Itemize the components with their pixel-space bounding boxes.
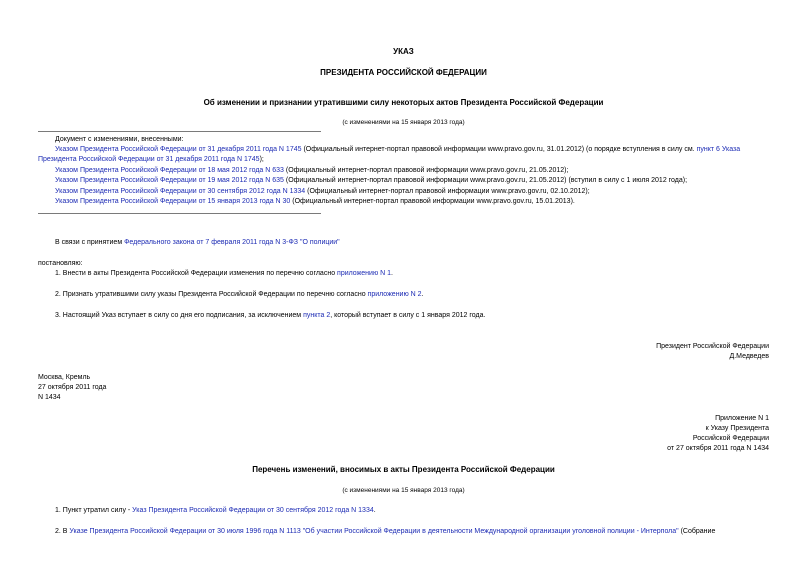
change-link-1[interactable]: Указом Президента Российской Федерации от 31 декабря 2011 года N 1745 — [55, 146, 302, 153]
change-entry-1 — [55, 145, 740, 156]
change-link-5[interactable]: Указом Президента Российской Федерации от 15 января 2013 года N 30 — [55, 198, 291, 205]
appendix-revision-note: (с изменениями на 15 января 2013 года) — [342, 487, 465, 494]
document-title: Об изменении и признании утратившими силу некоторых актов Президента Российской Федерации — [203, 98, 604, 107]
appendix-item-2-end: (Собрание — [678, 528, 716, 535]
signature-name: Д.Медведев — [729, 353, 769, 360]
change-link-1c[interactable]: Президента Российской Федерации от 31 декабря 2011 года N 1745 — [38, 156, 260, 163]
appendix-item-1-link[interactable]: Указ Президента Российской Федерации от 30 сентября 2012 года N 1334 — [132, 507, 374, 514]
clause-2-link[interactable]: пункта 2 — [303, 312, 331, 319]
date: 27 октября 2011 года — [38, 384, 107, 391]
appendix-ref-1: к Указу Президента — [705, 425, 769, 432]
preamble-text: В связи с принятием — [55, 239, 125, 246]
item-3-end: , который вступает в силу с 1 января 2012 года. — [330, 312, 486, 319]
change-link-2[interactable]: Указом Президента Российской Федерации от 18 мая 2012 года N 633 — [55, 167, 284, 174]
bottom-divider — [38, 213, 321, 214]
change-text-4: (Официальный интернет-портал правовой информации www.pravo.gov.ru, 02.10.2012); — [305, 188, 590, 195]
item-1-end: . — [391, 270, 393, 277]
item-3-text: 3. Настоящий Указ вступает в силу со дня его подписания, за исключением — [55, 312, 304, 319]
changes-intro: Документ с изменениями, внесенными: — [55, 136, 184, 143]
preamble — [55, 238, 340, 249]
decree-number: N 1434 — [38, 394, 61, 401]
item-2 — [55, 290, 424, 301]
item-2-end: . — [421, 291, 424, 298]
change-text-1: (Официальный интернет-портал правовой информации www.pravo.gov.ru, 31.01.2012) (о порядке вступления в силу см. — [301, 146, 697, 153]
change-text-5: (Официальный интернет-портал правовой информации www.pravo.gov.ru, 15.01.2013). — [290, 198, 575, 205]
appendix-ref-2: Российской Федерации — [692, 435, 769, 442]
change-link-4[interactable]: Указом Президента Российской Федерации от 30 сентября 2012 года N 1334 — [55, 188, 306, 195]
place: Москва, Кремль — [38, 374, 91, 381]
change-entry-3 — [55, 176, 687, 187]
change-end-1: ); — [259, 156, 264, 163]
item-1-text: 1. Внести в акты Президента Российской Федерации изменения по перечню согласно — [55, 270, 338, 277]
appendix-item-1-end: . — [373, 507, 376, 514]
appendix-title: Перечень изменений, вносимых в акты Президента Российской Федерации — [252, 465, 555, 474]
revision-note: (с изменениями на 15 января 2013 года) — [342, 119, 465, 126]
change-text-3: (Официальный интернет-портал правовой информации www.pravo.gov.ru, 21.05.2012) (вступил в силу с 1 июля 2012 года); — [283, 177, 688, 184]
appendix-ref-3: от 27 октября 2011 года N 1434 — [667, 445, 769, 452]
change-link-1b[interactable]: пункт 6 Указа — [696, 146, 741, 153]
decree-word: постановляю: — [38, 260, 83, 267]
change-link-3[interactable]: Указом Президента Российской Федерации от 19 мая 2012 года N 635 — [55, 177, 284, 184]
issuer-title: ПРЕЗИДЕНТА РОССИЙСКОЙ ФЕДЕРАЦИИ — [320, 68, 487, 77]
item-2-text: 2. Признать утратившими силу указы Президента Российской Федерации по перечню согласно — [55, 291, 368, 298]
change-entry-5 — [55, 197, 575, 208]
doc-type-title: УКАЗ — [393, 47, 414, 56]
police-law-link[interactable]: Федерального закона от 7 февраля 2011 года N 3-ФЗ "О полиции" — [124, 239, 340, 246]
appendix-2-link[interactable]: приложению N 2 — [367, 291, 422, 298]
top-divider — [38, 131, 321, 132]
appendix-label: Приложение N 1 — [715, 415, 769, 422]
appendix-item-1 — [55, 506, 376, 517]
appendix-item-2-text: 2. В — [55, 528, 70, 535]
item-1 — [55, 269, 393, 280]
appendix-item-2-link[interactable]: Указе Президента Российской Федерации от 30 июля 1996 года N 1113 "Об участии Российской Федерации в деятельности Международной организации уголовной полиции - Интерпола" — [69, 528, 679, 535]
signature-role: Президент Российской Федерации — [656, 343, 769, 350]
change-entry-1-cont — [38, 155, 264, 166]
change-entry-4 — [55, 187, 590, 198]
change-text-2: (Официальный интернет-портал правовой информации www.pravo.gov.ru, 21.05.2012); — [283, 167, 569, 174]
appendix-item-2 — [55, 527, 769, 538]
change-entry-2 — [55, 166, 568, 177]
appendix-1-link[interactable]: приложению N 1 — [337, 270, 392, 277]
appendix-item-1-text: 1. Пункт утратил силу - — [55, 507, 133, 514]
item-3 — [55, 311, 485, 322]
